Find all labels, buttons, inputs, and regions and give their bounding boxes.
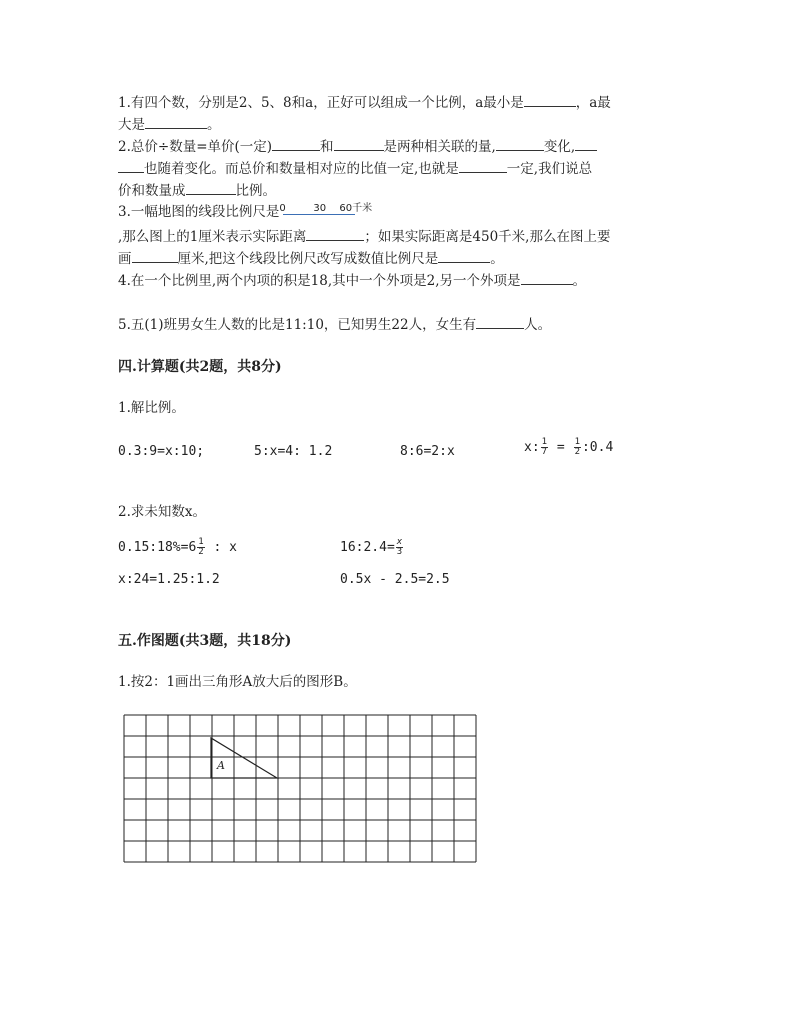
- equation-4-suffix: :0.4: [581, 440, 614, 455]
- answer-blank[interactable]: [334, 136, 384, 151]
- question-2-line-3: [118, 180, 276, 201]
- question-3-text-c: ；如果实际距离是450千米,那么在图上要: [364, 229, 611, 245]
- answer-blank[interactable]: [132, 248, 178, 263]
- answer-blank[interactable]: [575, 136, 597, 151]
- question-3-line-1: [118, 202, 379, 222]
- scale-label-60: 60千米: [339, 203, 373, 214]
- drawing-q1-title: 1.按2：1画出三角形A放大后的图形B。: [118, 674, 357, 690]
- fraction: [197, 538, 204, 557]
- answer-blank[interactable]: [145, 114, 207, 129]
- equation-5-prefix: 0.15:18%=6: [118, 540, 197, 555]
- scale-label-30: 30: [313, 203, 327, 214]
- equation-5: [118, 538, 237, 557]
- fraction: [574, 438, 581, 457]
- calc-q2-title: 2.求未知数x。: [118, 504, 206, 520]
- question-5-line: [118, 314, 551, 335]
- answer-blank[interactable]: [118, 158, 144, 173]
- question-1-line-1: [118, 92, 611, 113]
- fraction-denominator: 2: [574, 447, 580, 457]
- equals-sign: =: [549, 440, 573, 455]
- question-2-text-g: 价和数量成: [118, 183, 186, 199]
- question-2-text-c: 是两种相关联的量,: [383, 139, 496, 155]
- question-3-line-3: [118, 248, 504, 269]
- answer-blank[interactable]: [459, 158, 507, 173]
- fraction-numerator: 1: [541, 437, 548, 447]
- answer-blank[interactable]: [272, 136, 320, 151]
- grid-lines: [124, 715, 476, 862]
- fraction-numerator: 1: [574, 437, 580, 447]
- fraction-denominator: 3: [396, 547, 403, 557]
- equation-6: [340, 538, 404, 557]
- question-2-text: 2.总价÷数量=单价(一定): [118, 139, 273, 155]
- question-4-line: [118, 270, 586, 291]
- question-3-line-2: [118, 226, 610, 247]
- answer-blank[interactable]: [524, 92, 576, 107]
- section-4-heading: 四.计算题(共2题，共8分): [118, 359, 282, 375]
- question-2-line-2: [118, 158, 592, 179]
- question-1-text-b: ，a最: [575, 95, 611, 111]
- question-1-text: 1.有四个数，分别是2、5、8和a，正好可以组成一个比例，a最小是: [118, 95, 524, 111]
- answer-blank[interactable]: [306, 226, 364, 241]
- fraction-denominator: 7: [541, 447, 548, 457]
- triangle-label: A: [217, 759, 225, 772]
- scale-bar: [279, 202, 379, 222]
- question-5-text-b: 人。: [524, 317, 552, 333]
- question-2-line-1: [118, 136, 597, 157]
- question-1-text-c: 大是: [118, 117, 145, 133]
- answer-blank[interactable]: [438, 248, 490, 263]
- equation-3: 8:6=2:x: [400, 444, 455, 459]
- question-1-text-d: 。: [207, 117, 221, 133]
- drawing-grid[interactable]: [123, 714, 477, 864]
- scale-label-0: 0: [279, 203, 286, 214]
- question-2-text-h: 比例。: [235, 183, 276, 199]
- equation-2: 5:x=4: 1.2: [254, 444, 333, 459]
- fraction: [396, 538, 403, 557]
- question-2-text-d: 变化,: [543, 139, 576, 155]
- answer-blank[interactable]: [521, 270, 573, 285]
- answer-blank[interactable]: [186, 180, 236, 195]
- question-1-line-2: [118, 114, 221, 135]
- equation-5-suffix: : x: [205, 540, 238, 555]
- scale-line: [283, 214, 355, 215]
- equation-4-prefix: x:: [524, 440, 540, 455]
- calc-q1-title: 1.解比例。: [118, 400, 185, 416]
- fraction-numerator: 1: [198, 537, 204, 547]
- question-5-text: 5.五(1)班男女生人数的比是11:10，已知男生22人，女生有: [118, 317, 477, 333]
- triangle-a: [211, 738, 277, 778]
- question-3-text-f: 。: [490, 251, 504, 267]
- question-2-text-e: 也随着变化。而总价和数量相对应的比值一定,也就是: [144, 161, 459, 177]
- question-4-text-b: 。: [572, 273, 587, 289]
- equation-4: [524, 438, 613, 457]
- question-2-text-b: 和: [320, 139, 334, 155]
- section-5-heading: 五.作图题(共3题，共18分): [118, 633, 292, 649]
- fraction-denominator: 2: [198, 547, 204, 557]
- question-2-text-f: 一定,我们说总: [506, 161, 593, 177]
- equation-6-prefix: 16:2.4=: [340, 540, 395, 555]
- question-3-text-e: 厘米,把这个线段比例尺改写成数值比例尺是: [177, 251, 439, 267]
- answer-blank[interactable]: [496, 136, 544, 151]
- equation-7: x:24=1.25:1.2: [118, 572, 220, 587]
- question-3-text: 3.一幅地图的线段比例尺是: [118, 204, 280, 220]
- fraction: [541, 438, 548, 457]
- fraction-numerator: x: [396, 537, 403, 547]
- equation-8: 0.5x - 2.5=2.5: [340, 572, 450, 587]
- question-3-text-d: 画: [118, 251, 132, 267]
- answer-blank[interactable]: [476, 314, 524, 329]
- question-3-text-b: ,那么图上的1厘米表示实际距离: [118, 229, 307, 245]
- equation-1: 0.3:9=x:10;: [118, 444, 205, 459]
- question-4-text: 4.在一个比例里,两个内项的积是18,其中一个外项是2,另一个外项是: [118, 273, 521, 289]
